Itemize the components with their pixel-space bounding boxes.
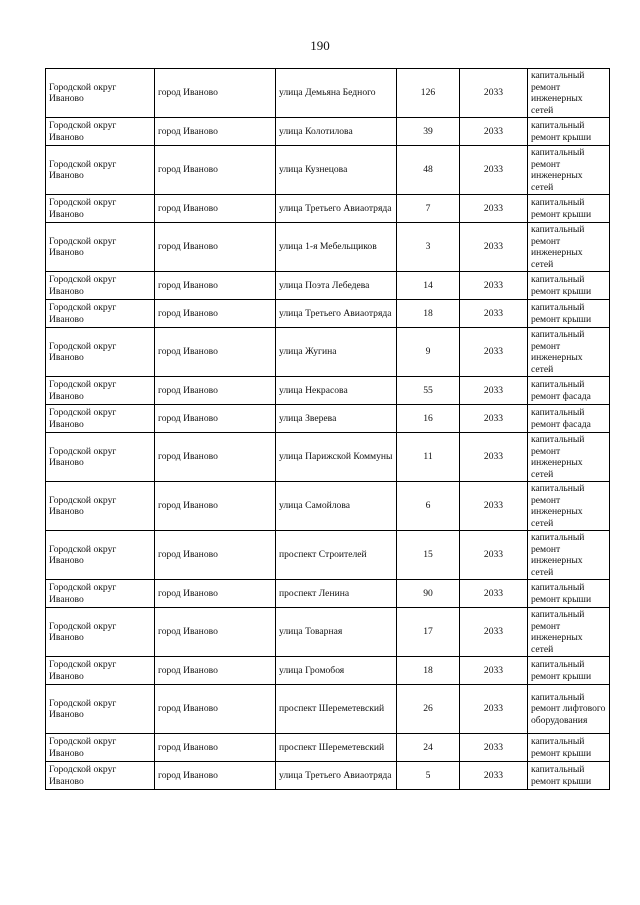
work-type-cell: капитальный ремонт крыши — [528, 195, 610, 223]
municipality-cell: Городской округ Иваново — [46, 223, 155, 272]
street-cell: проспект Шереметевский — [276, 685, 397, 734]
work-type-cell: капитальный ремонт инженерных сетей — [528, 482, 610, 531]
year-cell: 2033 — [460, 734, 528, 762]
table-row — [46, 482, 610, 531]
house-number-cell: 55 — [397, 377, 460, 405]
municipality-cell: Городской округ Иваново — [46, 300, 155, 328]
work-type-cell: капитальный ремонт инженерных сетей — [528, 146, 610, 195]
table-row — [46, 405, 610, 433]
work-type-cell: капитальный ремонт крыши — [528, 657, 610, 685]
settlement-cell: город Иваново — [155, 272, 276, 300]
house-number-cell: 9 — [397, 328, 460, 377]
street-cell: улица Третьего Авиаотряда — [276, 195, 397, 223]
settlement-cell: город Иваново — [155, 146, 276, 195]
municipality-cell: Городской округ Иваново — [46, 608, 155, 657]
municipality-cell: Городской округ Иваново — [46, 69, 155, 118]
settlement-cell: город Иваново — [155, 482, 276, 531]
street-cell: улица Самойлова — [276, 482, 397, 531]
settlement-cell: город Иваново — [155, 433, 276, 482]
house-number-cell: 126 — [397, 69, 460, 118]
table-row — [46, 608, 610, 657]
table-row — [46, 272, 610, 300]
year-cell: 2033 — [460, 223, 528, 272]
work-type-cell: капитальный ремонт инженерных сетей — [528, 608, 610, 657]
house-number-cell: 90 — [397, 580, 460, 608]
municipality-cell: Городской округ Иваново — [46, 118, 155, 146]
work-type-cell: капитальный ремонт инженерных сетей — [528, 433, 610, 482]
house-number-cell: 18 — [397, 657, 460, 685]
settlement-cell: город Иваново — [155, 300, 276, 328]
street-cell: улица Жугина — [276, 328, 397, 377]
year-cell: 2033 — [460, 433, 528, 482]
street-cell: улица Парижской Коммуны — [276, 433, 397, 482]
settlement-cell: город Иваново — [155, 657, 276, 685]
street-cell: проспект Шереметевский — [276, 734, 397, 762]
year-cell: 2033 — [460, 146, 528, 195]
work-type-cell: капитальный ремонт лифтового оборудования — [528, 685, 610, 734]
year-cell: 2033 — [460, 118, 528, 146]
table-row — [46, 328, 610, 377]
year-cell: 2033 — [460, 405, 528, 433]
repair-schedule-table — [45, 68, 610, 790]
municipality-cell: Городской округ Иваново — [46, 531, 155, 580]
work-type-cell: капитальный ремонт крыши — [528, 272, 610, 300]
table-row — [46, 223, 610, 272]
year-cell: 2033 — [460, 377, 528, 405]
municipality-cell: Городской округ Иваново — [46, 580, 155, 608]
street-cell: улица 1-я Мебельщиков — [276, 223, 397, 272]
street-cell: улица Товарная — [276, 608, 397, 657]
street-cell: проспект Строителей — [276, 531, 397, 580]
settlement-cell: город Иваново — [155, 580, 276, 608]
year-cell: 2033 — [460, 69, 528, 118]
settlement-cell: город Иваново — [155, 608, 276, 657]
house-number-cell: 3 — [397, 223, 460, 272]
year-cell: 2033 — [460, 195, 528, 223]
municipality-cell: Городской округ Иваново — [46, 405, 155, 433]
work-type-cell: капитальный ремонт инженерных сетей — [528, 328, 610, 377]
year-cell: 2033 — [460, 580, 528, 608]
settlement-cell: город Иваново — [155, 377, 276, 405]
street-cell: улица Демьяна Бедного — [276, 69, 397, 118]
house-number-cell: 18 — [397, 300, 460, 328]
house-number-cell: 15 — [397, 531, 460, 580]
year-cell: 2033 — [460, 608, 528, 657]
municipality-cell: Городской округ Иваново — [46, 377, 155, 405]
street-cell: проспект Ленина — [276, 580, 397, 608]
settlement-cell: город Иваново — [155, 531, 276, 580]
municipality-cell: Городской округ Иваново — [46, 734, 155, 762]
table-row — [46, 580, 610, 608]
street-cell: улица Поэта Лебедева — [276, 272, 397, 300]
municipality-cell: Городской округ Иваново — [46, 685, 155, 734]
street-cell: улица Третьего Авиаотряда — [276, 762, 397, 790]
table-row — [46, 685, 610, 734]
street-cell: улица Громобоя — [276, 657, 397, 685]
table-row — [46, 531, 610, 580]
municipality-cell: Городской округ Иваново — [46, 272, 155, 300]
street-cell: улица Колотилова — [276, 118, 397, 146]
house-number-cell: 6 — [397, 482, 460, 531]
work-type-cell: капитальный ремонт инженерных сетей — [528, 223, 610, 272]
street-cell: улица Некрасова — [276, 377, 397, 405]
municipality-cell: Городской округ Иваново — [46, 328, 155, 377]
year-cell: 2033 — [460, 328, 528, 377]
table-row — [46, 69, 610, 118]
work-type-cell: капитальный ремонт инженерных сетей — [528, 69, 610, 118]
municipality-cell: Городской округ Иваново — [46, 657, 155, 685]
work-type-cell: капитальный ремонт фасада — [528, 405, 610, 433]
settlement-cell: город Иваново — [155, 685, 276, 734]
settlement-cell: город Иваново — [155, 118, 276, 146]
settlement-cell: город Иваново — [155, 405, 276, 433]
house-number-cell: 26 — [397, 685, 460, 734]
settlement-cell: город Иваново — [155, 734, 276, 762]
house-number-cell: 17 — [397, 608, 460, 657]
table-row — [46, 146, 610, 195]
house-number-cell: 24 — [397, 734, 460, 762]
municipality-cell: Городской округ Иваново — [46, 482, 155, 531]
table-row — [46, 657, 610, 685]
work-type-cell: капитальный ремонт крыши — [528, 118, 610, 146]
work-type-cell: капитальный ремонт крыши — [528, 300, 610, 328]
work-type-cell: капитальный ремонт крыши — [528, 734, 610, 762]
settlement-cell: город Иваново — [155, 195, 276, 223]
street-cell: улица Кузнецова — [276, 146, 397, 195]
municipality-cell: Городской округ Иваново — [46, 195, 155, 223]
year-cell: 2033 — [460, 685, 528, 734]
table-row — [46, 300, 610, 328]
house-number-cell: 48 — [397, 146, 460, 195]
table-row — [46, 118, 610, 146]
work-type-cell: капитальный ремонт крыши — [528, 762, 610, 790]
house-number-cell: 11 — [397, 433, 460, 482]
work-type-cell: капитальный ремонт инженерных сетей — [528, 531, 610, 580]
table-row — [46, 195, 610, 223]
house-number-cell: 16 — [397, 405, 460, 433]
page-number: 190 — [310, 38, 330, 53]
year-cell: 2033 — [460, 300, 528, 328]
municipality-cell: Городской округ Иваново — [46, 433, 155, 482]
settlement-cell: город Иваново — [155, 223, 276, 272]
settlement-cell: город Иваново — [155, 328, 276, 377]
table-row — [46, 762, 610, 790]
work-type-cell: капитальный ремонт крыши — [528, 580, 610, 608]
municipality-cell: Городской округ Иваново — [46, 146, 155, 195]
table-row — [46, 433, 610, 482]
municipality-cell: Городской округ Иваново — [46, 762, 155, 790]
house-number-cell: 39 — [397, 118, 460, 146]
year-cell: 2033 — [460, 482, 528, 531]
work-type-cell: капитальный ремонт фасада — [528, 377, 610, 405]
table-row — [46, 734, 610, 762]
year-cell: 2033 — [460, 272, 528, 300]
settlement-cell: город Иваново — [155, 69, 276, 118]
year-cell: 2033 — [460, 657, 528, 685]
table-row — [46, 377, 610, 405]
house-number-cell: 7 — [397, 195, 460, 223]
house-number-cell: 5 — [397, 762, 460, 790]
street-cell: улица Зверева — [276, 405, 397, 433]
settlement-cell: город Иваново — [155, 762, 276, 790]
house-number-cell: 14 — [397, 272, 460, 300]
year-cell: 2033 — [460, 762, 528, 790]
street-cell: улица Третьего Авиаотряда — [276, 300, 397, 328]
year-cell: 2033 — [460, 531, 528, 580]
